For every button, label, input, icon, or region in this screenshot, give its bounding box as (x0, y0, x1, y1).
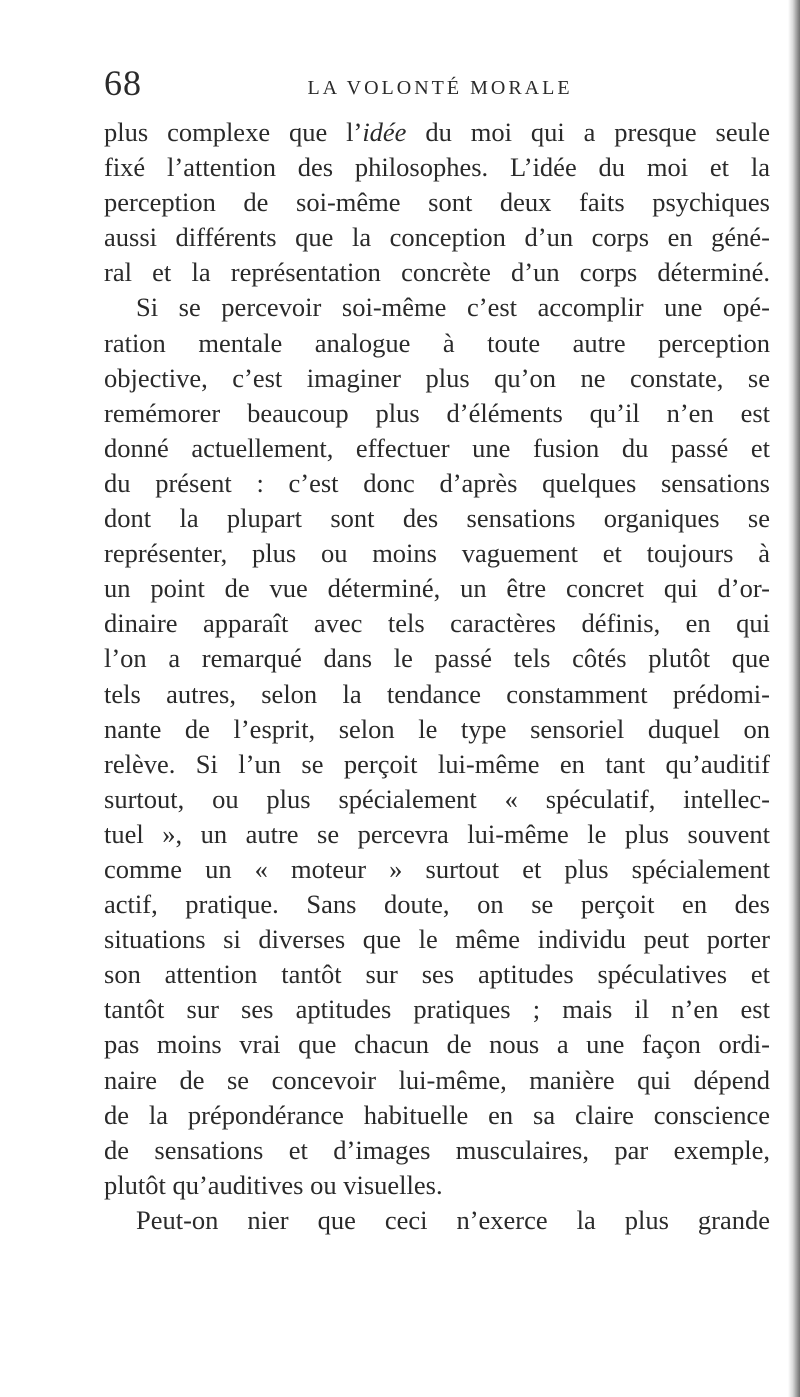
text-line: surtout, ou plus spécialement « spéculatif, intellec- (104, 783, 770, 814)
page-edge-shadow (788, 0, 800, 1397)
text-line: dont la plupart sont des sensations organiques se (104, 503, 770, 534)
text-line: fixé l’attention des philosophes. L’idée du moi et la (104, 152, 770, 183)
text-line: du présent : c’est donc d’après quelques sensations (104, 467, 770, 498)
text-line: Peut-on nier que ceci n’exerce la plus grande (136, 1204, 770, 1235)
text-line: situations si diverses que le même individu peut porter (104, 924, 770, 955)
text-line: actif, pratique. Sans doute, on se perçoit en des (104, 889, 770, 920)
text-line: tantôt sur ses aptitudes pratiques ; mais il n’en est (104, 994, 770, 1025)
text-line: donné actuellement, effectuer une fusion du passé et (104, 432, 770, 463)
text-line: plus complexe que l’idée du moi qui a presque seule (104, 117, 770, 147)
text-line: Si se percevoir soi-même c’est accomplir une opé- (136, 292, 770, 323)
running-head: LA VOLONTÉ MORALE (307, 77, 573, 99)
text-line: de la prépondérance habituelle en sa claire conscience (104, 1099, 770, 1130)
text-line: ral et la représentation concrète d’un corps déterminé. (104, 257, 770, 288)
text-line: un point de vue déterminé, un être concret qui d’or- (104, 573, 770, 604)
text-line: dinaire apparaît avec tels caractères définis, en qui (104, 608, 770, 639)
text-line: tels autres, selon la tendance constamment prédomi- (104, 678, 770, 709)
text-line: relève. Si l’un se perçoit lui-même en tant qu’auditif (104, 748, 770, 779)
text-line: tuel », un autre se percevra lui-même le plus souvent (104, 818, 770, 849)
text-line: objective, c’est imaginer plus qu’on ne constate, se (104, 362, 770, 393)
text-line: de sensations et d’images musculaires, par exemple, (104, 1134, 770, 1165)
text-line: remémorer beaucoup plus d’éléments qu’il n’en est (104, 397, 770, 428)
text-line: représenter, plus ou moins vaguement et toujours à (104, 538, 770, 569)
text-line: son attention tantôt sur ses aptitudes spéculatives et (104, 959, 770, 990)
text-line: pas moins vrai que chacun de nous a une façon ordi- (104, 1029, 770, 1060)
text-line: aussi différents que la conception d’un corps en géné- (104, 222, 770, 253)
page-header (104, 58, 776, 108)
body-text (104, 115, 770, 1238)
text-line: perception de soi-même sont deux faits psychiques (104, 187, 770, 218)
text-line: naire de se concevoir lui-même, manière qui dépend (104, 1064, 770, 1095)
emphasized-word: idée (362, 117, 407, 147)
text-line: l’on a remarqué dans le passé tels côtés plutôt que (104, 643, 770, 674)
text-line: plutôt qu’auditives ou visuelles. (104, 1169, 443, 1200)
text-line: comme un « moteur » surtout et plus spécialement (104, 853, 770, 884)
text-line: nante de l’esprit, selon le type sensoriel duquel on (104, 713, 770, 744)
text-line: ration mentale analogue à toute autre perception (104, 327, 770, 358)
page-number: 68 (104, 63, 142, 103)
